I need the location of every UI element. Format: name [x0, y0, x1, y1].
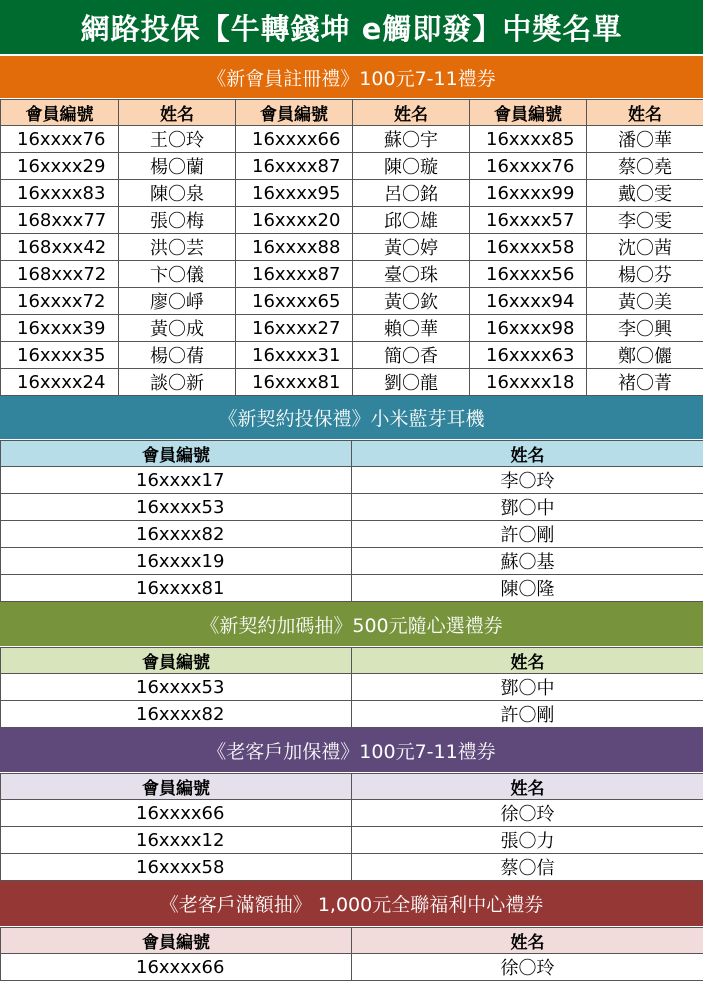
member-name-cell: 黃〇美: [587, 288, 703, 315]
section-contract-bonus-draw-heading: 《新契約加碼抽》500元隨心選禮券: [0, 602, 703, 647]
member-name-cell: 李〇興: [587, 315, 703, 342]
member-id-cell: 168xxx72: [1, 261, 119, 288]
member-id-cell: 16xxxx56: [470, 261, 587, 288]
member-name-cell: 劉〇龍: [353, 369, 470, 396]
member-id-cell: 16xxxx12: [1, 827, 352, 854]
col-header-id: 會員編號: [1, 648, 352, 674]
member-name-cell: 卞〇儀: [119, 261, 236, 288]
member-id-cell: 16xxxx18: [470, 369, 587, 396]
member-name-cell: 蔡〇堯: [587, 153, 703, 180]
member-name-cell: 楊〇蘭: [119, 153, 236, 180]
member-id-cell: 16xxxx82: [1, 701, 352, 728]
member-name-cell: 戴〇雯: [587, 180, 703, 207]
member-id-cell: 16xxxx24: [1, 369, 119, 396]
section-new-member-heading: 《新會員註冊禮》100元7-11禮券: [0, 56, 703, 99]
member-name-cell: 張〇梅: [119, 207, 236, 234]
section-full-amount-draw-heading: 《老客戶滿額抽》 1,000元全聯福利中心禮券: [0, 881, 703, 927]
col-header-name: 姓名: [352, 648, 703, 674]
table-row: [1, 467, 703, 494]
col-header-id: 會員編號: [236, 100, 353, 126]
table-row: [1, 153, 703, 180]
member-name-cell: 蘇〇宇: [353, 126, 470, 153]
member-name-cell: 黃〇欽: [353, 288, 470, 315]
table-row: [1, 207, 703, 234]
member-name-cell: 楊〇芬: [587, 261, 703, 288]
member-name-cell: 許〇剛: [352, 521, 703, 548]
page-title: 網路投保【牛轉錢坤 e觸即發】中獎名單: [0, 0, 703, 56]
table-row: [1, 315, 703, 342]
member-id-cell: 16xxxx31: [236, 342, 353, 369]
member-id-cell: 16xxxx94: [470, 288, 587, 315]
member-id-cell: 16xxxx17: [1, 467, 352, 494]
table-row: [1, 234, 703, 261]
table-row: [1, 126, 703, 153]
member-id-cell: 16xxxx39: [1, 315, 119, 342]
member-name-cell: 陳〇泉: [119, 180, 236, 207]
table-row: [1, 342, 703, 369]
member-id-cell: 16xxxx82: [1, 521, 352, 548]
table-row: [1, 800, 703, 827]
table-row: [1, 954, 703, 981]
table-row: [1, 701, 703, 728]
member-name-cell: 簡〇香: [353, 342, 470, 369]
col-header-name: 姓名: [352, 774, 703, 800]
member-name-cell: 徐〇玲: [352, 800, 703, 827]
member-id-cell: 16xxxx87: [236, 261, 353, 288]
member-name-cell: 徐〇玲: [352, 954, 703, 981]
col-header-name: 姓名: [352, 441, 703, 467]
col-header-id: 會員編號: [1, 441, 352, 467]
table-row: [1, 575, 703, 602]
member-name-cell: 鄧〇中: [352, 674, 703, 701]
table-row: [1, 180, 703, 207]
member-id-cell: 16xxxx99: [470, 180, 587, 207]
table-header-row: [1, 100, 703, 126]
member-id-cell: 16xxxx53: [1, 494, 352, 521]
section-existing-customer-table: [0, 773, 703, 881]
member-id-cell: 16xxxx53: [1, 674, 352, 701]
member-name-cell: 黃〇成: [119, 315, 236, 342]
member-name-cell: 褚〇菁: [587, 369, 703, 396]
section-full-amount-draw-table: [0, 927, 703, 981]
member-name-cell: 張〇力: [352, 827, 703, 854]
member-id-cell: 16xxxx27: [236, 315, 353, 342]
member-name-cell: 沈〇茜: [587, 234, 703, 261]
member-id-cell: 16xxxx19: [1, 548, 352, 575]
table-row: [1, 288, 703, 315]
member-id-cell: 16xxxx95: [236, 180, 353, 207]
member-name-cell: 李〇玲: [352, 467, 703, 494]
member-id-cell: 16xxxx76: [1, 126, 119, 153]
section-new-contract-table: [0, 440, 703, 602]
member-id-cell: 16xxxx66: [1, 954, 352, 981]
table-row: [1, 521, 703, 548]
member-id-cell: 16xxxx29: [1, 153, 119, 180]
member-name-cell: 洪〇芸: [119, 234, 236, 261]
table-row: [1, 261, 703, 288]
table-row: [1, 548, 703, 575]
col-header-id: 會員編號: [1, 928, 352, 954]
table-header-row: [1, 774, 703, 800]
col-header-id: 會員編號: [470, 100, 587, 126]
member-id-cell: 16xxxx72: [1, 288, 119, 315]
member-name-cell: 李〇雯: [587, 207, 703, 234]
member-id-cell: 16xxxx35: [1, 342, 119, 369]
member-id-cell: 16xxxx65: [236, 288, 353, 315]
col-header-id: 會員編號: [1, 774, 352, 800]
table-header-row: [1, 928, 703, 954]
member-id-cell: 16xxxx76: [470, 153, 587, 180]
member-name-cell: 賴〇華: [353, 315, 470, 342]
member-name-cell: 鄭〇儷: [587, 342, 703, 369]
member-name-cell: 王〇玲: [119, 126, 236, 153]
member-id-cell: 16xxxx57: [470, 207, 587, 234]
member-name-cell: 蘇〇基: [352, 548, 703, 575]
table-row: [1, 494, 703, 521]
member-id-cell: 16xxxx88: [236, 234, 353, 261]
member-name-cell: 許〇剛: [352, 701, 703, 728]
member-id-cell: 16xxxx98: [470, 315, 587, 342]
table-header-row: [1, 648, 703, 674]
table-row: [1, 674, 703, 701]
table-row: [1, 827, 703, 854]
col-header-id: 會員編號: [1, 100, 119, 126]
member-id-cell: 16xxxx66: [1, 800, 352, 827]
member-id-cell: 16xxxx85: [470, 126, 587, 153]
member-id-cell: 168xxx42: [1, 234, 119, 261]
member-id-cell: 168xxx77: [1, 207, 119, 234]
member-name-cell: 廖〇崢: [119, 288, 236, 315]
table-row: [1, 854, 703, 881]
member-name-cell: 黃〇婷: [353, 234, 470, 261]
member-name-cell: 鄧〇中: [352, 494, 703, 521]
member-name-cell: 潘〇華: [587, 126, 703, 153]
member-id-cell: 16xxxx81: [236, 369, 353, 396]
section-new-contract-heading: 《新契約投保禮》小米藍芽耳機: [0, 396, 703, 440]
member-name-cell: 陳〇隆: [352, 575, 703, 602]
member-id-cell: 16xxxx81: [1, 575, 352, 602]
member-id-cell: 16xxxx87: [236, 153, 353, 180]
member-id-cell: 16xxxx66: [236, 126, 353, 153]
member-id-cell: 16xxxx58: [470, 234, 587, 261]
member-name-cell: 呂〇銘: [353, 180, 470, 207]
member-name-cell: 談〇新: [119, 369, 236, 396]
member-id-cell: 16xxxx63: [470, 342, 587, 369]
member-name-cell: 臺〇珠: [353, 261, 470, 288]
member-id-cell: 16xxxx20: [236, 207, 353, 234]
member-name-cell: 邱〇雄: [353, 207, 470, 234]
col-header-name: 姓名: [119, 100, 236, 126]
col-header-name: 姓名: [353, 100, 470, 126]
col-header-name: 姓名: [352, 928, 703, 954]
member-id-cell: 16xxxx58: [1, 854, 352, 881]
table-row: [1, 369, 703, 396]
member-name-cell: 陳〇璇: [353, 153, 470, 180]
member-id-cell: 16xxxx83: [1, 180, 119, 207]
member-name-cell: 蔡〇信: [352, 854, 703, 881]
member-name-cell: 楊〇蒨: [119, 342, 236, 369]
table-header-row: [1, 441, 703, 467]
section-new-member-table: [0, 99, 703, 396]
section-existing-customer-heading: 《老客戶加保禮》100元7-11禮券: [0, 728, 703, 773]
col-header-name: 姓名: [587, 100, 703, 126]
section-contract-bonus-draw-table: [0, 647, 703, 728]
